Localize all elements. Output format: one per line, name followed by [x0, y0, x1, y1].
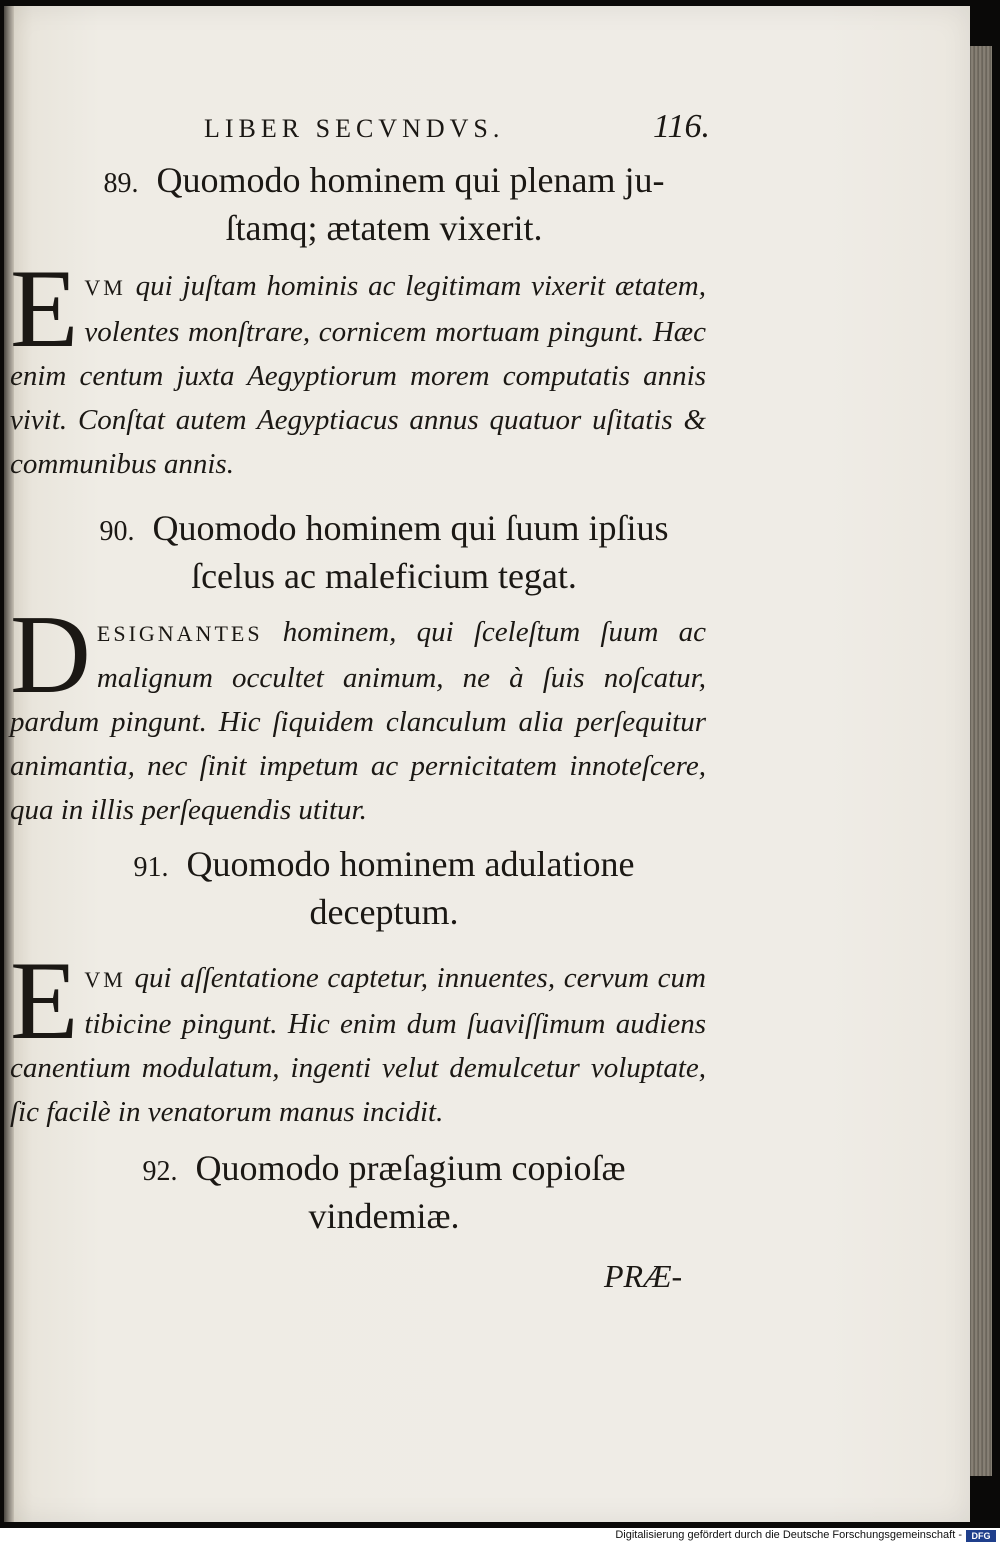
drop-cap: E — [10, 247, 79, 371]
paragraph-text: hominem, qui ſceleſtum ſuum ac malignum occultet animum, ne à ſuis noſcatur, pardum pingunt. Hic ſiquidem clanculum alia perſequitur animantia, nec ſinit impetum ac pernicitatem innoteſcere, qua in illis perſequendis utitur. — [10, 616, 706, 826]
paragraph-text: qui aſſentatione captetur, innuentes, cervum cum tibicine pingunt. Hic enim dum ſuaviſſimum audiens canentium modulatum, ingenti velut demulcetur voluptate, ſic facilè in venatorum manus incidit. — [10, 962, 706, 1128]
running-head — [204, 108, 710, 154]
paragraph — [10, 247, 706, 486]
drop-cap: D — [10, 593, 91, 717]
heading-line: ſcelus ac maleficium tegat. — [191, 556, 577, 596]
section-number: 90. — [99, 516, 135, 547]
section-number: 89. — [103, 168, 139, 199]
dfg-logo: DFG — [966, 1530, 996, 1542]
book-page — [4, 6, 970, 1522]
running-head-title: LIBER SECVNDVS. — [204, 114, 505, 143]
section-heading — [34, 506, 734, 598]
heading-line: deceptum. — [309, 892, 459, 932]
heading-line: vindemiæ. — [308, 1196, 460, 1236]
heading-line: Quomodo hominem qui ſuum ipſius — [152, 508, 669, 548]
paragraph — [10, 939, 706, 1134]
lead-word: ESIGNANTES — [96, 621, 263, 646]
section-heading — [34, 158, 734, 250]
page-number: 116. — [653, 108, 710, 145]
section-heading — [34, 1146, 734, 1238]
heading-line: ſtamq; ætatem vixerit. — [225, 208, 543, 248]
lead-word: VM — [84, 967, 126, 992]
paragraph-text: qui juſtam hominis ac legitimam vixerit ætatem, volentes monſtrare, cornicem mortuam pingunt. Hæc enim centum juxta Aegyptiorum morem computatis annis vivit. Conſtat autem Aegyptiacus annus quatuor uſitatis & communibus annis. — [10, 270, 706, 480]
heading-line: Quomodo hominem adulatione — [186, 844, 635, 884]
lead-word: VM — [84, 275, 126, 300]
heading-line: Quomodo præſagium copioſæ — [195, 1148, 626, 1188]
heading-line: Quomodo hominem qui plenam ju- — [156, 160, 665, 200]
section-number: 91. — [133, 852, 169, 883]
section-heading — [34, 842, 734, 934]
drop-cap: E — [10, 939, 79, 1063]
page-edges — [970, 46, 992, 1476]
paragraph — [10, 593, 706, 832]
footer-credit: Digitalisierung gefördert durch die Deutsche Forschungsgemeinschaft - — [615, 1529, 962, 1541]
catchword: PRÆ- — [604, 1258, 683, 1294]
section-number: 92. — [142, 1156, 178, 1187]
